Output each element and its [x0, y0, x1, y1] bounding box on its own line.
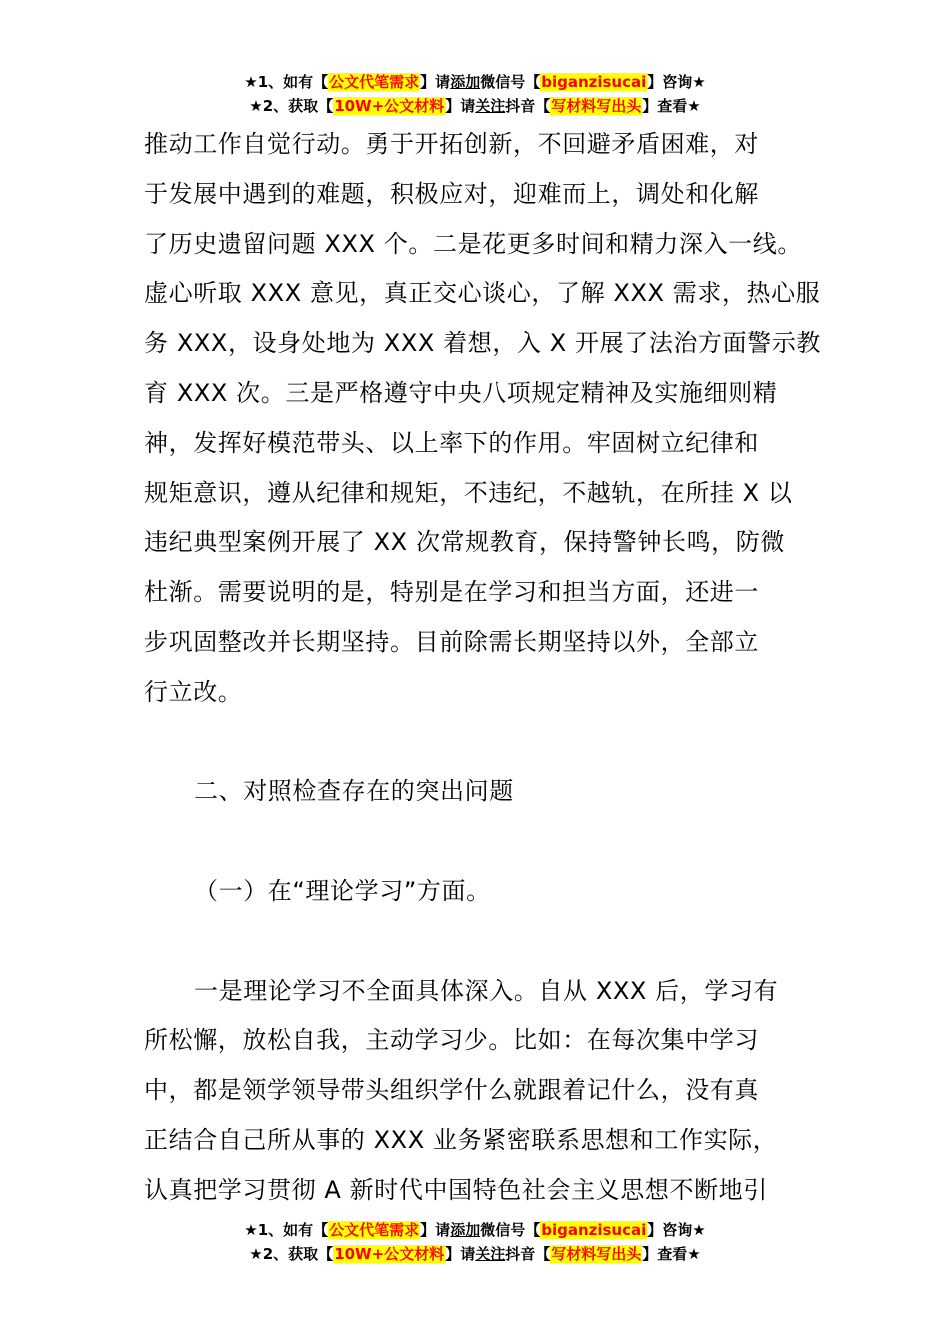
banner-text: 】请	[445, 1245, 476, 1263]
banner-text: 】查看★	[642, 97, 701, 115]
text-line: 行立改。	[144, 677, 243, 706]
banner-text: ★1、如有【	[244, 73, 329, 91]
blank-line	[144, 718, 814, 768]
banner-line-2	[0, 94, 950, 118]
text-line: 认真把学习贯彻 A 新时代中国特色社会主义思想不断地引	[144, 1175, 768, 1204]
banner-text: 微信号【	[480, 1221, 541, 1239]
banner-text: 抖音【	[505, 1245, 551, 1263]
banner-line-1	[0, 1218, 950, 1242]
banner-line-2	[0, 1242, 950, 1266]
text-line: 神，发挥好模范带头、以上率下的作用。牢固树立纪律和	[144, 428, 759, 457]
highlight-text: 10W+公文材料	[334, 97, 445, 115]
banner-text: 】请	[445, 97, 476, 115]
text-line: 虚心听取 XXX 意见，真正交心谈心，了解 XXX 需求，热心服	[144, 279, 821, 308]
text-line: 一是理论学习不全面具体深入。自从 XXX 后，学习有	[194, 976, 779, 1005]
highlight-text: 公文代笔需求	[329, 73, 420, 91]
banner-text: 】咨询★	[647, 73, 706, 91]
header-banner	[0, 70, 950, 118]
text-line: 杜渐。需要说明的是，特别是在学习和担当方面，还进一	[144, 578, 759, 607]
highlight-text: 10W+公文材料	[334, 1245, 445, 1263]
banner-text: ★1、如有【	[244, 1221, 329, 1239]
text-line: 推动工作自觉行动。勇于开拓创新，不回避矛盾困难，对	[144, 130, 759, 158]
highlight-text: biganzisucai	[541, 73, 647, 91]
text-line: 违纪典型案例开展了 XX 次常规教育，保持警钟长鸣，防微	[144, 528, 785, 557]
text-line: 正结合自己所从事的 XXX 业务紧密联系思想和工作实际，	[144, 1125, 778, 1154]
banner-text: 】请	[420, 73, 451, 91]
blank-line	[144, 917, 814, 967]
banner-line-1	[0, 70, 950, 94]
text-line: 务 XXX，设身处地为 XXX 着想，入 X 开展了法治方面警示教	[144, 329, 822, 358]
document-body	[144, 120, 822, 1216]
underlined-text: 关注	[475, 97, 506, 115]
banner-text: ★2、获取【	[249, 97, 334, 115]
highlight-text: 写材料写出头	[551, 1245, 642, 1263]
banner-text: 微信号【	[480, 73, 541, 91]
banner-text: 】请	[420, 1221, 451, 1239]
underlined-text: 添加	[450, 73, 481, 91]
highlight-text: 写材料写出头	[551, 97, 642, 115]
paragraph	[144, 967, 814, 1216]
sub-heading: （一）在“理论学习”方面。	[194, 876, 491, 905]
text-line: 所松懈，放松自我，主动学习少。比如：在每次集中学习	[144, 1026, 759, 1055]
underlined-text: 关注	[475, 1245, 506, 1263]
text-line: 规矩意识，遵从纪律和规矩，不违纪，不越轨，在所挂 X 以	[144, 478, 793, 507]
highlight-text: 公文代笔需求	[329, 1221, 420, 1239]
banner-text: 抖音【	[505, 97, 551, 115]
banner-text: 】查看★	[642, 1245, 701, 1263]
text-line: 中，都是领学领导带头组织学什么就跟着记什么，没有真	[144, 1076, 759, 1105]
highlight-text: biganzisucai	[541, 1221, 647, 1239]
underlined-text: 添加	[450, 1221, 481, 1239]
blank-line	[144, 817, 814, 867]
text-line: 育 XXX 次。三是严格遵守中央八项规定精神及实施细则精	[144, 378, 778, 407]
banner-text: ★2、获取【	[249, 1245, 334, 1263]
text-line: 了历史遗留问题 XXX 个。二是花更多时间和精力深入一线。	[144, 229, 802, 258]
paragraph-continued	[144, 120, 822, 718]
section-heading: 二、对照检查存在的突出问题	[194, 777, 514, 806]
text-line: 步巩固整改并长期坚持。目前除需长期坚持以外，全部立	[144, 627, 759, 656]
text-line: 于发展中遇到的难题，积极应对，迎难而上，调处和化解	[144, 179, 759, 208]
banner-text: 】咨询★	[647, 1221, 706, 1239]
footer-banner	[0, 1218, 950, 1266]
